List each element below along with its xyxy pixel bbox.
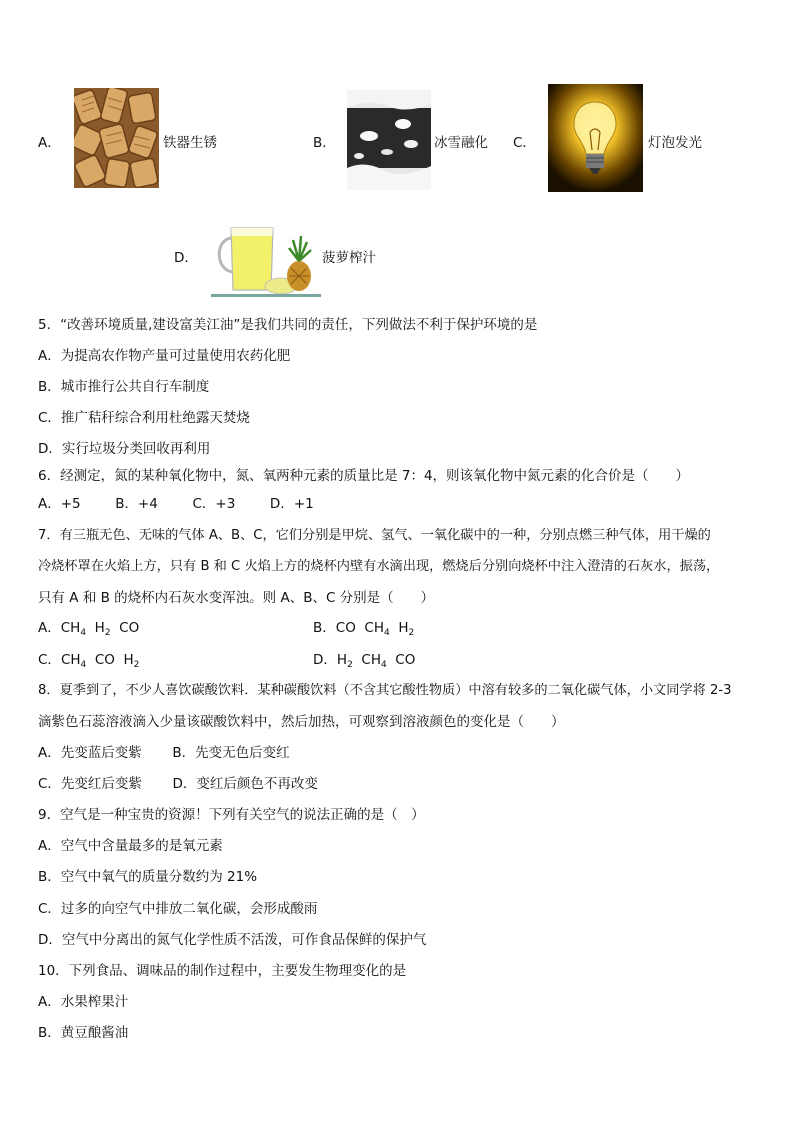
q4-option-c-caption: 灯泡发光 bbox=[648, 135, 702, 151]
q8-option-a: A．先变蓝后变紫 bbox=[38, 745, 142, 761]
q7-stem-line-3: 只有 A 和 B 的烧杯内石灰水变浑浊。则 A、B、C 分别是（ ） bbox=[38, 590, 435, 606]
q5-option-a: A．为提高农作物产量可过量使用农药化肥 bbox=[38, 348, 291, 364]
q10-option-b: B．黄豆酿酱油 bbox=[38, 1025, 129, 1041]
q7-stem-line-1: 7．有三瓶无色、无味的气体 A、B、C，它们分别是甲烷、氢气、一氧化碳中的一种，分别点燃三种气体，用干燥的 bbox=[38, 528, 711, 543]
q9-stem: 9．空气是一种宝贵的资源！下列有关空气的说法正确的是（ ） bbox=[38, 807, 425, 823]
q4-option-b-caption: 冰雪融化 bbox=[434, 135, 488, 151]
q7-option-d: D．$H_2$ $CH_4$ CO bbox=[313, 652, 416, 670]
q4-option-a-caption: 铁器生锈 bbox=[163, 135, 217, 151]
q9-option-c: C．过多的向空气中排放二氧化碳，会形成酸雨 bbox=[38, 901, 318, 917]
q8-option-d: D．变红后颜色不再改变 bbox=[172, 776, 318, 792]
q4-option-c-letter: C． bbox=[513, 135, 536, 151]
rusty-iron-image bbox=[74, 88, 159, 188]
q4-option-d-letter: D． bbox=[174, 250, 198, 266]
q8-option-c: C．先变红后变紫 bbox=[38, 776, 142, 792]
q8-stem-line-2: 滴紫色石蕊溶液滴入少量该碳酸饮料中，然后加热，可观察到溶液颜色的变化是（ ） bbox=[38, 714, 565, 730]
q5-option-d: D．实行垃圾分类回收再利用 bbox=[38, 441, 211, 457]
q8-option-b: B．先变无色后变红 bbox=[172, 745, 290, 761]
q5-option-b: B．城市推行公共自行车制度 bbox=[38, 379, 210, 395]
q5-stem: 5．“改善环境质量,建设富美江油”是我们共同的责任，下列做法不利于保护环境的是 bbox=[38, 317, 538, 333]
pineapple-juice-image bbox=[211, 218, 321, 298]
q6-stem: 6．经测定，氮的某种氧化物中，氮、氧两种元素的质量比是 7：4，则该氧化物中氮元素的化合价是（ ） bbox=[38, 468, 690, 484]
q6-option-b: B．+4 bbox=[115, 496, 158, 512]
q7-option-a: A．$CH_4$ $H_2$ CO bbox=[38, 620, 140, 638]
melting-snow-image bbox=[347, 90, 431, 190]
q4-option-a-letter: A． bbox=[38, 135, 61, 151]
q8-options-row-1 bbox=[38, 741, 290, 761]
q7-option-c: C．$CH_4$ CO $H_2$ bbox=[38, 652, 140, 670]
q6-option-d: D．+1 bbox=[269, 496, 314, 512]
q4-option-d-caption: 菠萝榨汁 bbox=[322, 250, 376, 266]
glowing-bulb-image bbox=[548, 84, 643, 192]
q9-option-a: A．空气中含量最多的是氧元素 bbox=[38, 838, 223, 854]
q8-stem-line-1: 8．夏季到了，不少人喜饮碳酸饮料．某种碳酸饮料（不含其它酸性物质）中溶有较多的二氧化碳气体，小文同学将 2-3 bbox=[38, 683, 732, 698]
q9-option-b: B．空气中氧气的质量分数约为 21% bbox=[38, 869, 258, 885]
q10-stem: 10．下列食品、调味品的制作过程中，主要发生物理变化的是 bbox=[38, 963, 407, 979]
q7-option-b: B．CO $CH_4$ $H_2$ bbox=[313, 620, 415, 638]
q9-option-d: D．空气中分离出的氮气化学性质不活泼，可作食品保鲜的保护气 bbox=[38, 932, 427, 948]
q5-option-c: C．推广秸秆综合利用杜绝露天焚烧 bbox=[38, 410, 250, 426]
q4-option-b-letter: B． bbox=[313, 135, 336, 151]
q6-option-a: A．+5 bbox=[38, 496, 81, 512]
q7-stem-line-2: 冷烧杯罩在火焰上方，只有 B 和 C 火焰上方的烧杯内壁有水滴出现，燃烧后分别向烧杯中注入澄清的石灰水，振荡， bbox=[38, 559, 720, 574]
q10-option-a: A．水果榨果汁 bbox=[38, 994, 129, 1010]
q6-options bbox=[38, 492, 314, 512]
q8-options-row-2 bbox=[38, 772, 318, 792]
q6-option-c: C．+3 bbox=[192, 496, 236, 512]
